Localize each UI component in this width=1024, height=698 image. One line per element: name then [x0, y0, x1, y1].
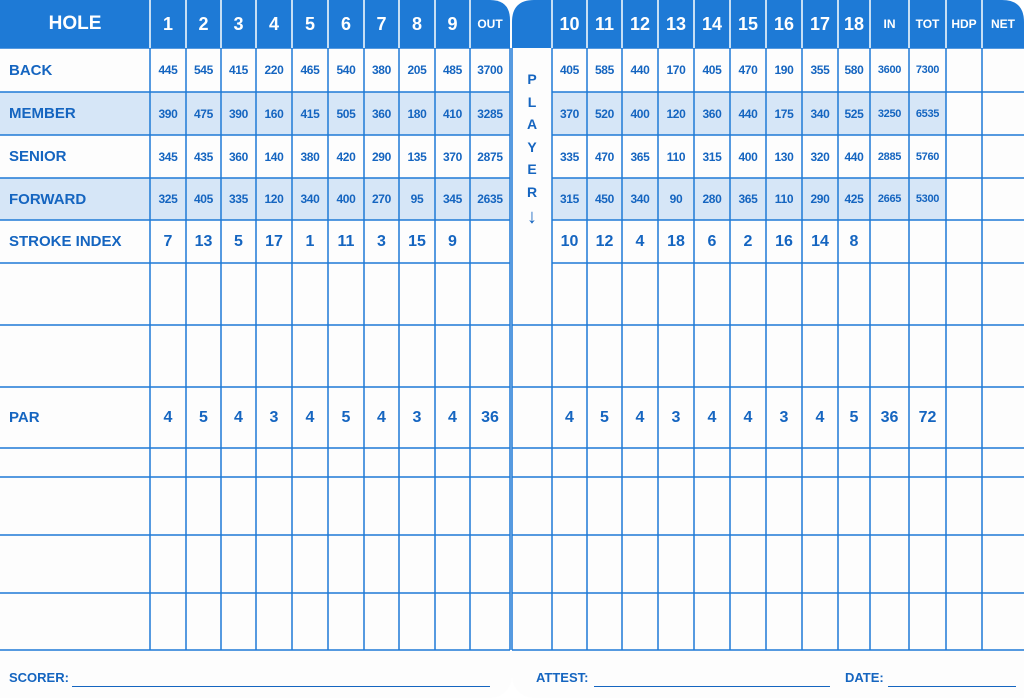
- stroke-index-hole-17: 14: [811, 232, 829, 250]
- par-hole-11: 5: [600, 408, 609, 426]
- stroke-index-hole-10: 10: [560, 232, 579, 250]
- player-letter-a: A: [526, 116, 538, 132]
- forward-yardage-hole-17: 290: [810, 192, 830, 206]
- par-hole-6: 5: [341, 408, 351, 426]
- back-yardage-hole-8: 205: [407, 63, 427, 77]
- row-label-senior: SENIOR: [9, 148, 67, 165]
- member-out-total: 3285: [477, 106, 503, 121]
- senior-yardage-hole-12: 365: [630, 149, 650, 164]
- header-hole-18: 18: [843, 13, 865, 34]
- header-hole-4: 4: [268, 13, 279, 34]
- back-yardage-hole-6: 540: [336, 63, 356, 77]
- arrow-down-icon: ↓: [527, 206, 537, 228]
- header-hole-5: 5: [304, 13, 315, 34]
- header-hole-8: 8: [411, 13, 422, 34]
- member-yardage-hole-9: 410: [442, 106, 463, 121]
- par-hole-18: 5: [849, 408, 859, 426]
- par-hole-17: 4: [815, 408, 825, 426]
- header-hole-2: 2: [198, 13, 209, 34]
- par-hole-7: 4: [377, 408, 386, 426]
- senior-yardage-hole-9: 370: [442, 149, 463, 164]
- scorer-signature-line[interactable]: [72, 686, 490, 687]
- stroke-index-hole-9: 9: [448, 232, 457, 250]
- stroke-index-hole-15: 2: [743, 232, 753, 250]
- header-in-label: IN: [883, 17, 896, 31]
- forward-yardage-hole-13: 90: [669, 192, 683, 206]
- member-yardage-hole-17: 340: [810, 106, 830, 121]
- par-hole-5: 4: [305, 408, 315, 426]
- forward-yardage-hole-1: 325: [158, 192, 178, 206]
- par-hole-9: 4: [448, 408, 457, 426]
- member-yardage-hole-1: 390: [158, 106, 178, 121]
- stroke-index-hole-13: 18: [667, 232, 685, 250]
- header-hole-9: 9: [447, 13, 458, 34]
- forward-yardage-hole-12: 340: [630, 192, 650, 206]
- header-hole-15: 15: [737, 13, 759, 34]
- header-hdp-label: HDP: [951, 17, 977, 31]
- stroke-index-hole-4: 17: [265, 232, 283, 250]
- scorer-label: SCORER:: [9, 670, 69, 685]
- player-letter-r: R: [526, 183, 538, 200]
- stroke-index-hole-12: 4: [635, 232, 645, 250]
- stroke-index-hole-16: 16: [775, 232, 793, 250]
- member-yardage-hole-15: 440: [738, 106, 758, 121]
- back-yardage-hole-17: 355: [810, 63, 830, 77]
- player-letter-y: Y: [527, 138, 537, 155]
- row-label-member: MEMBER: [9, 105, 76, 122]
- header-hole-13: 13: [665, 13, 687, 34]
- par-hole-13: 3: [671, 408, 681, 426]
- senior-yardage-hole-6: 420: [336, 149, 356, 164]
- row-label-forward: FORWARD: [9, 190, 87, 208]
- back-yardage-hole-7: 380: [371, 63, 392, 77]
- member-yardage-hole-4: 160: [264, 106, 284, 121]
- forward-yardage-hole-11: 450: [594, 192, 615, 206]
- par-hole-8: 3: [412, 408, 422, 426]
- header-hole-1: 1: [162, 13, 173, 34]
- stroke-index-hole-14: 6: [707, 232, 717, 250]
- forward-yardage-hole-7: 270: [371, 192, 392, 206]
- par-in-total: 36: [880, 408, 899, 426]
- forward-yardage-hole-5: 340: [300, 192, 320, 206]
- back-yardage-hole-16: 190: [774, 63, 794, 77]
- member-yardage-hole-5: 415: [300, 106, 320, 121]
- player-column: [512, 48, 552, 263]
- header-hole-14: 14: [701, 13, 723, 34]
- forward-yardage-hole-10: 315: [559, 192, 580, 206]
- header-hole-6: 6: [340, 13, 351, 34]
- senior-in-total: 2885: [877, 150, 902, 163]
- member-yardage-hole-2: 475: [193, 106, 214, 121]
- back-yardage-hole-4: 220: [264, 63, 284, 77]
- senior-yardage-hole-3: 360: [228, 149, 249, 164]
- senior-yardage-hole-14: 315: [702, 149, 722, 164]
- forward-yardage-hole-4: 120: [264, 192, 284, 206]
- row-label-back: BACK: [9, 61, 53, 79]
- par-hole-15: 4: [743, 408, 753, 426]
- member-yardage-hole-18: 525: [844, 106, 864, 121]
- scorecard-footer: [0, 660, 1024, 698]
- stroke-index-hole-8: 15: [408, 232, 426, 250]
- stroke-index-hole-7: 3: [377, 232, 386, 250]
- senior-yardage-hole-8: 135: [407, 149, 427, 164]
- senior-yardage-hole-5: 380: [300, 149, 320, 164]
- senior-yardage-hole-13: 110: [666, 149, 686, 164]
- senior-yardage-hole-17: 320: [810, 149, 830, 164]
- par-grand-total: 72: [918, 408, 937, 426]
- par-hole-14: 4: [707, 408, 717, 426]
- member-yardage-hole-6: 505: [336, 106, 356, 121]
- score-entry-row-3[interactable]: [0, 448, 1024, 477]
- back-yardage-hole-12: 440: [630, 63, 650, 77]
- senior-yardage-hole-4: 140: [264, 149, 284, 164]
- member-in-total: 3250: [877, 107, 902, 120]
- header-hole-label: HOLE: [48, 13, 102, 34]
- member-yardage-hole-11: 520: [594, 106, 615, 121]
- header-hole-17: 17: [809, 13, 831, 34]
- stroke-index-hole-18: 8: [849, 232, 859, 250]
- back-in-total: 3600: [877, 64, 902, 76]
- header-hole-16: 16: [773, 13, 795, 34]
- player-letter-p: P: [527, 71, 537, 87]
- header-hole-7: 7: [376, 13, 387, 34]
- par-hole-2: 5: [199, 408, 208, 426]
- par-hole-16: 3: [779, 408, 789, 426]
- forward-yardage-hole-3: 335: [228, 192, 249, 206]
- senior-out-total: 2875: [477, 149, 503, 164]
- score-entry-row-5[interactable]: [0, 535, 1024, 593]
- member-yardage-hole-14: 360: [702, 106, 722, 121]
- stroke-index-hole-2: 13: [194, 232, 213, 250]
- back-yardage-hole-13: 170: [666, 63, 686, 77]
- date-signature-line[interactable]: [888, 686, 1016, 687]
- member-yardage-hole-3: 390: [228, 106, 249, 121]
- header-hole-12: 12: [629, 13, 651, 34]
- score-entry-row-4[interactable]: [0, 477, 1024, 535]
- back-out-total: 3700: [477, 63, 503, 77]
- member-yardage-hole-8: 180: [407, 106, 427, 121]
- forward-yardage-hole-9: 345: [442, 192, 463, 206]
- member-yardage-hole-12: 400: [630, 106, 650, 121]
- back-yardage-hole-11: 585: [594, 63, 615, 77]
- header-hole-10: 10: [559, 13, 580, 34]
- par-hole-3: 4: [234, 408, 243, 426]
- back-yardage-hole-1: 445: [158, 63, 178, 77]
- back-yardage-hole-9: 485: [442, 63, 463, 77]
- senior-yardage-hole-16: 130: [774, 149, 794, 164]
- header-hole-3: 3: [233, 13, 244, 34]
- player-letter-l: L: [527, 93, 537, 110]
- stroke-index-hole-5: 1: [305, 232, 315, 250]
- score-entry-row-2[interactable]: [0, 325, 1024, 387]
- forward-out-total: 2635: [477, 192, 503, 206]
- forward-yardage-hole-6: 400: [336, 192, 356, 206]
- senior-yardage-hole-11: 470: [594, 149, 615, 164]
- back-yardage-hole-5: 465: [300, 63, 320, 77]
- member-yardage-hole-16: 175: [774, 106, 794, 121]
- back-yardage-hole-3: 415: [228, 63, 249, 77]
- header-net-label: NET: [991, 17, 1015, 31]
- forward-yardage-hole-8: 95: [410, 192, 424, 206]
- header-out-label: OUT: [477, 17, 503, 31]
- senior-yardage-hole-7: 290: [371, 149, 392, 164]
- stroke-index-hole-11: 12: [595, 232, 614, 250]
- back-yardage-hole-2: 545: [193, 63, 214, 77]
- senior-yardage-hole-2: 435: [193, 149, 214, 164]
- forward-yardage-hole-18: 425: [844, 192, 864, 206]
- par-hole-4: 3: [269, 408, 279, 426]
- forward-yardage-hole-16: 110: [774, 192, 794, 206]
- member-yardage-hole-7: 360: [371, 106, 392, 121]
- member-yardage-hole-10: 370: [559, 106, 580, 121]
- forward-yardage-hole-2: 405: [193, 192, 214, 206]
- par-hole-10: 4: [565, 408, 574, 426]
- forward-yardage-hole-15: 365: [738, 192, 758, 206]
- forward-grand-total: 5300: [915, 193, 940, 205]
- senior-yardage-hole-18: 440: [844, 149, 864, 164]
- senior-yardage-hole-15: 400: [738, 149, 758, 164]
- back-yardage-hole-15: 470: [738, 63, 758, 77]
- row-label-par: PAR: [9, 409, 40, 426]
- player-letter-e: E: [527, 161, 537, 177]
- header-tot-label: TOT: [915, 17, 940, 31]
- back-yardage-hole-10: 405: [559, 63, 580, 77]
- attest-label: ATTEST:: [536, 670, 589, 685]
- header-hole-11: 11: [594, 13, 615, 34]
- back-yardage-hole-14: 405: [702, 63, 722, 77]
- forward-yardage-hole-14: 280: [702, 192, 722, 206]
- forward-in-total: 2665: [877, 193, 902, 205]
- stroke-index-hole-1: 7: [163, 232, 173, 250]
- score-entry-row-6[interactable]: [0, 593, 1024, 650]
- senior-grand-total: 5760: [915, 150, 940, 163]
- back-grand-total: 7300: [915, 64, 940, 76]
- back-yardage-hole-18: 580: [844, 63, 864, 77]
- senior-yardage-hole-10: 335: [559, 149, 580, 164]
- stroke-index-hole-6: 11: [337, 232, 355, 250]
- date-label: DATE:: [845, 670, 884, 685]
- score-entry-row-1[interactable]: [0, 263, 1024, 325]
- stroke-index-hole-3: 5: [234, 232, 243, 250]
- member-grand-total: 6535: [915, 107, 940, 120]
- par-hole-1: 4: [163, 408, 173, 426]
- row-label-stroke-index: STROKE INDEX: [9, 233, 122, 250]
- senior-yardage-hole-1: 345: [158, 149, 178, 164]
- par-hole-12: 4: [635, 408, 645, 426]
- member-yardage-hole-13: 120: [666, 106, 686, 121]
- attest-signature-line[interactable]: [594, 686, 830, 687]
- par-out-total: 36: [481, 408, 499, 426]
